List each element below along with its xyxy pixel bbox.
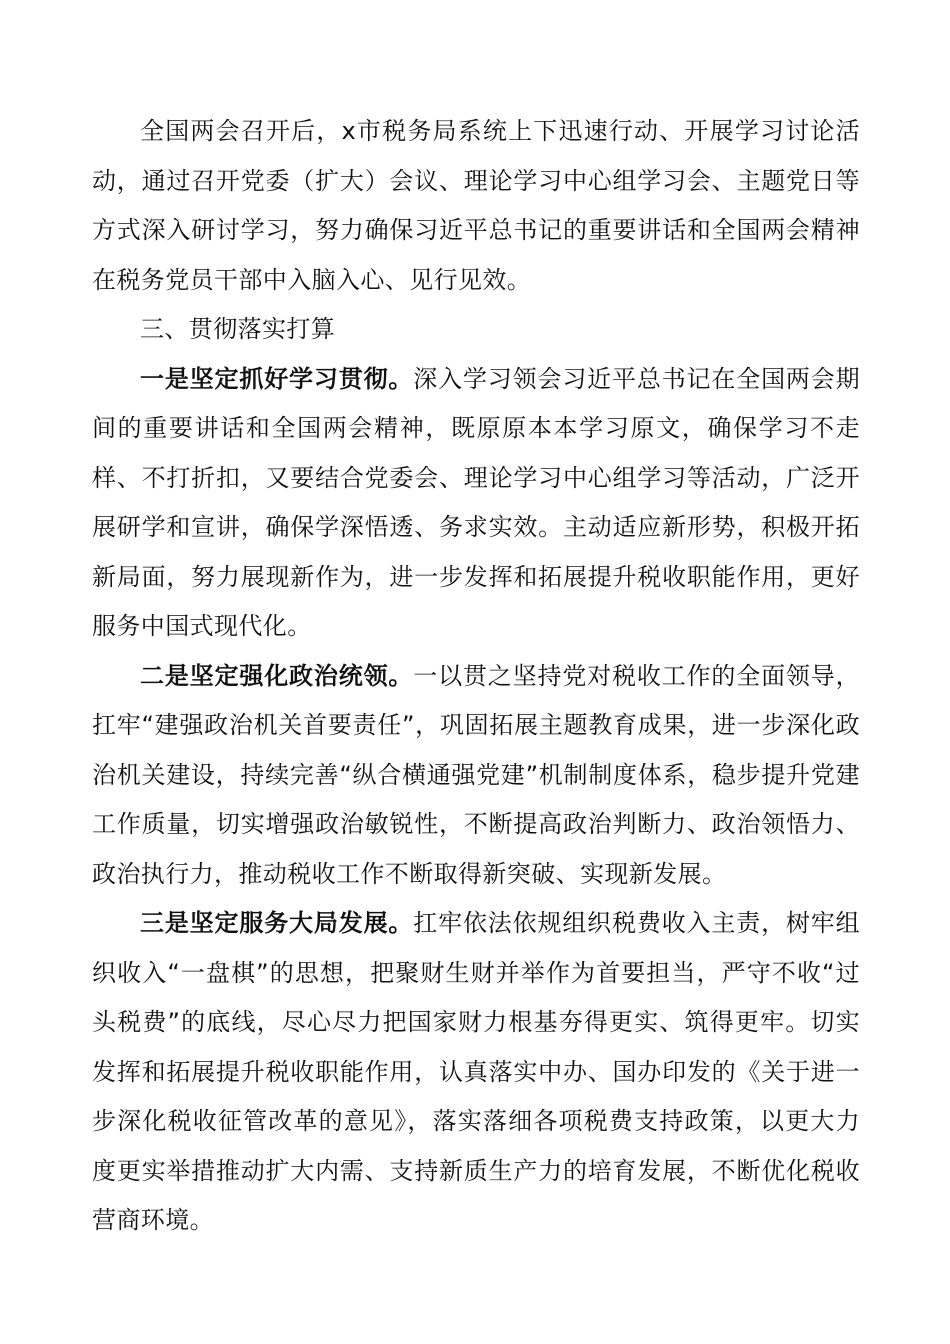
paragraph-text: 深入学习领会习近平总书记在全国两会期间的重要讲话和全国两会精神，既原原本本学习原文，确保学习不走样、不打折扣，又要结合党委会、理论学习中心组学习等活动，广泛开展研学和宣讲，确保学深悟透、务求实效。主动适应新形势，积极开拓新局面，努力展现新作为，进一步发挥和拓展提升税收职能作用，更好服务中国式现代化。 [92,364,861,640]
paragraph-point-3 [92,899,860,1246]
paragraph-text: 全国两会召开后，x市税务局系统上下迅速行动、开展学习讨论活动，通过召开党委（扩大）会议、理论学习中心组学习会、主题党日等方式深入研讨学习，努力确保习近平总书记的重要讲话和全国两会精神在税务党员干部中入脑入心、见行见效。 [92,117,860,294]
paragraph-lead: 三是坚定服务大局发展。 [140,909,414,937]
paragraph-point-2 [92,652,860,900]
paragraph-text: 扛牢依法依规组织税费收入主责，树牢组织收入“一盘棋”的思想，把聚财生财并举作为首要担当，严守不收“过头税费”的底线，尽心尽力把国家财力根基夯得更实、筑得更牢。切实发挥和拓展提升税收职能作用，认真落实中办、国办印发的《关于进一步深化税收征管改革的意见》，落实落细各项税费支持政策，以更大力度更实举措推动扩大内需、支持新质生产力的培育发展，不断优化税收营商环境。 [92,909,861,1234]
paragraph-lead: 一是坚定抓好学习贯彻。 [140,364,414,393]
paragraph-lead: 二是坚定强化政治统领。 [140,661,414,690]
paragraph-point-1 [92,355,860,652]
paragraph-text: 一以贯之坚持党对税收工作的全面领导，扛牢“建强政治机关首要责任”，巩固拓展主题教育成果，进一步深化政治机关建设，持续完善“纵合横通强党建”机制制度体系，稳步提升党建工作质量，切实增强政治敏锐性，不断提高政治判断力、政治领悟力、政治执行力，推动税收工作不断取得新突破、实现新发展。 [92,661,861,888]
document-body [92,107,860,1246]
paragraph-intro [92,107,860,305]
section-heading-text: 三、贯彻落实打算 [140,315,336,343]
section-heading [92,305,860,355]
